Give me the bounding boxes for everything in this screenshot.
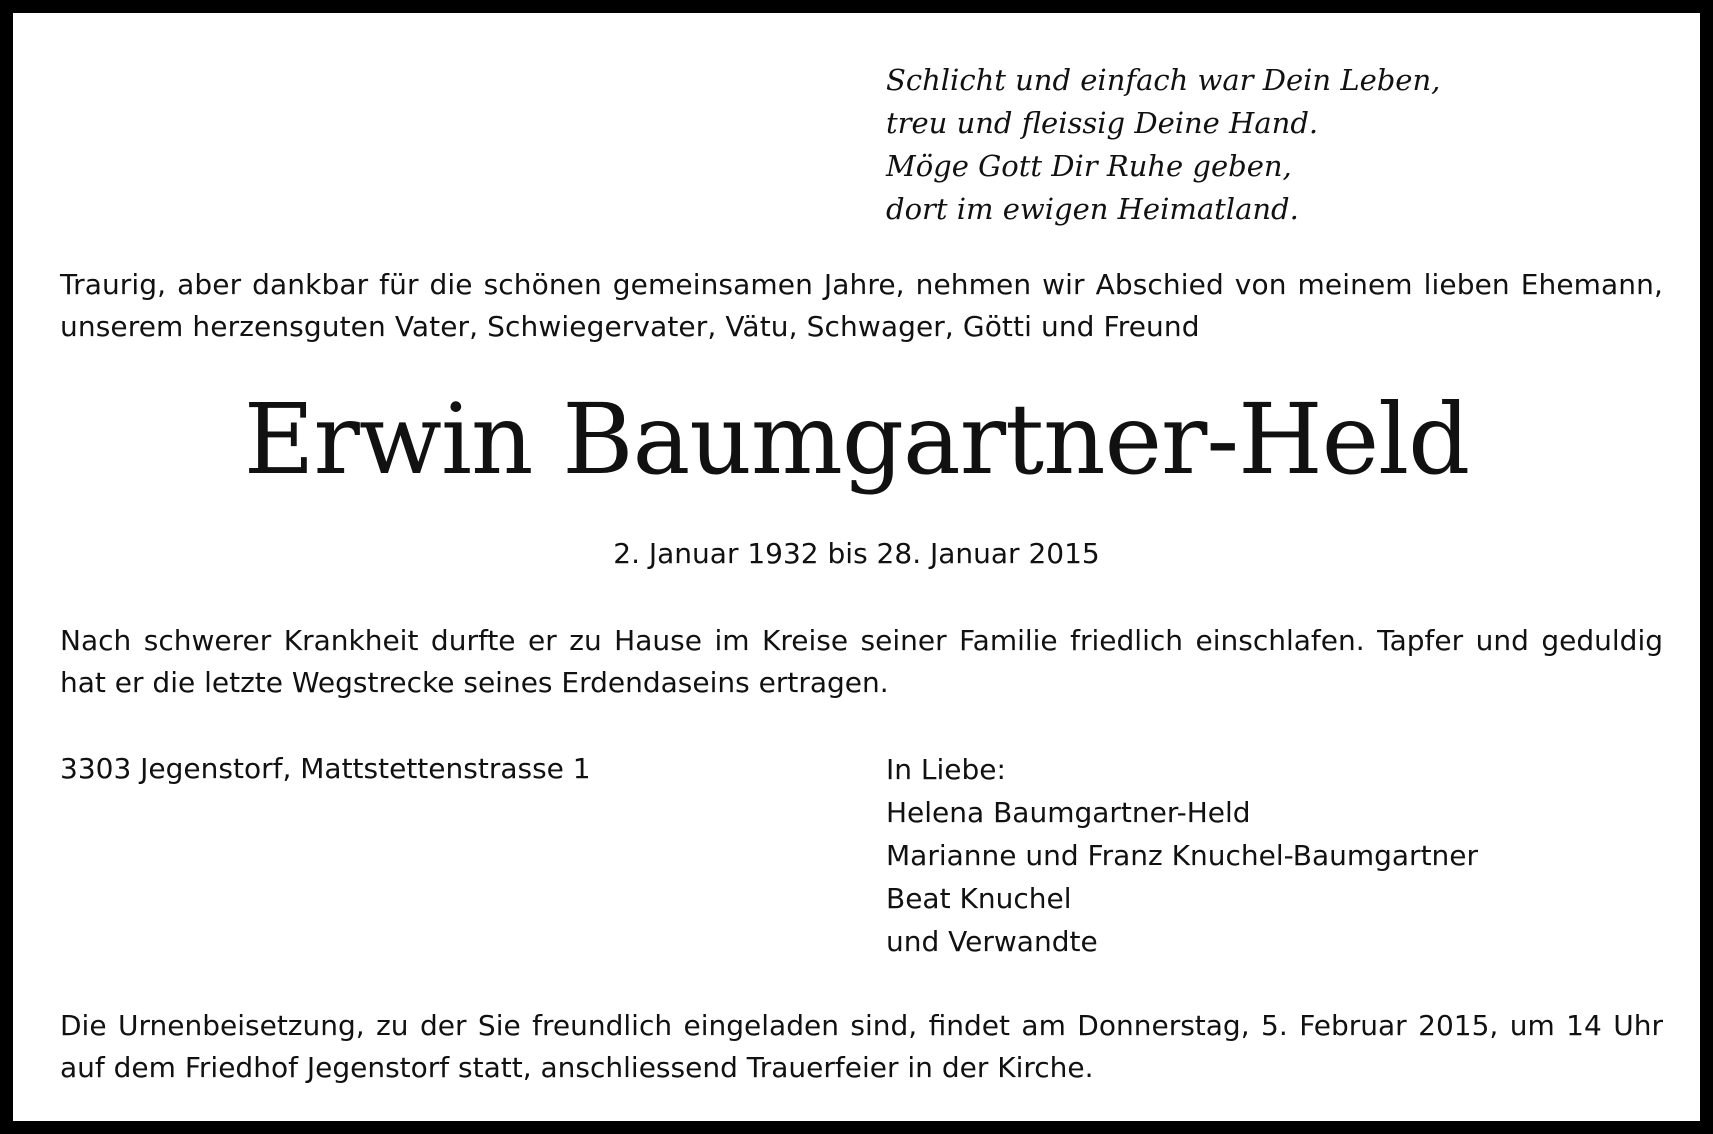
verse-line: Möge Gott Dir Ruhe geben, (886, 149, 1292, 183)
memorial-verse (886, 59, 1440, 231)
signoff-heading: In Liebe: (886, 753, 1006, 786)
mourner-name: Marianne und Franz Knuchel-Baumgartner (886, 839, 1479, 872)
verse-line: dort im ewigen Heimatland. (886, 192, 1299, 226)
life-dates: 2. Januar 1932 bis 28. Januar 2015 (613, 537, 1100, 570)
mourner-name: Beat Knuchel (886, 882, 1072, 915)
illness-paragraph: Nach schwerer Krankheit durfte er zu Hause im Kreise seiner Familie friedlich einschlafen. Tapfer und geduldig hat er die letzte Wegstrecke seines Erdendaseins ertragen. (60, 624, 1663, 699)
verse-line: Schlicht und einfach war Dein Leben, (886, 63, 1441, 97)
verse-line: treu und fleissig Deine Hand. (886, 106, 1319, 140)
mourners-signoff (886, 748, 1478, 963)
funeral-paragraph: Die Urnenbeisetzung, zu der Sie freundlich eingeladen sind, findet am Donnerstag, 5. Februar 2015, um 14 Uhr auf dem Friedhof Jegenstorf statt, anschliessend Trauerfeier in der Kirche. (60, 1009, 1663, 1084)
family-address: 3303 Jegenstorf, Mattstettenstrasse 1 (60, 752, 591, 785)
mourner-name: und Verwandte (886, 925, 1098, 958)
intro-paragraph: Traurig, aber dankbar für die schönen gemeinsamen Jahre, nehmen wir Abschied von meinem lieben Ehemann, unserem herzensguten Vater, Schwiegervater, Vätu, Schwager, Götti und Freund (60, 268, 1663, 343)
mourner-name: Helena Baumgartner-Held (886, 796, 1251, 829)
deceased-name: Erwin Baumgartner-Held (243, 383, 1470, 496)
